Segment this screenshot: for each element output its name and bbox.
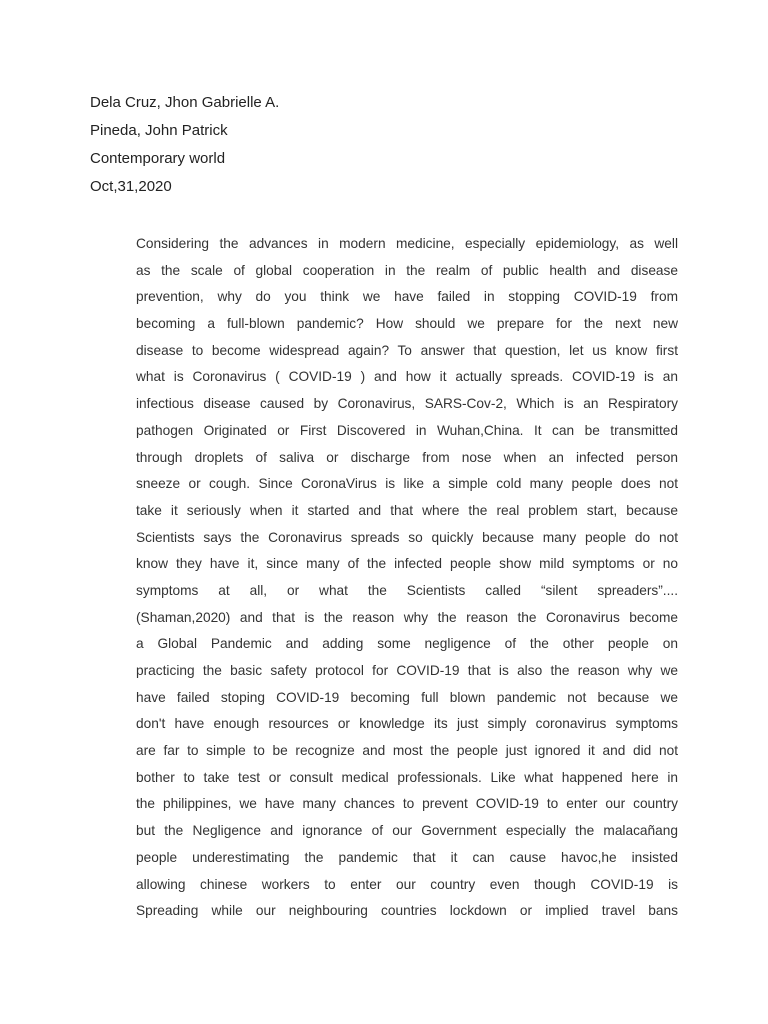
essay-line: people underestimating the pandemic that it can cause havoc,he insisted (136, 849, 678, 865)
essay-line: take it seriously when it started and that where the real problem start, because (136, 502, 678, 518)
essay-line: sneeze or cough. Since CoronaVirus is like a simple cold many people does not (136, 476, 678, 492)
author-name: Dela Cruz, Jhon Gabrielle A. (90, 94, 280, 111)
author-name: Pineda, John Patrick (90, 122, 228, 139)
essay-line: symptoms at all, or what the Scientists called “silent spreaders”.... (136, 582, 678, 598)
essay-line: Considering the advances in modern medicine, especially epidemiology, as well (136, 236, 678, 251)
essay-line: becoming a full-blown pandemic? How should we prepare for the next new (136, 316, 678, 332)
essay-line: pathogen Originated or First Discovered in Wuhan,China. It can be transmitted (136, 422, 678, 438)
essay-line: (Shaman,2020) and that is the reason why the reason the Coronavirus become (136, 609, 678, 625)
essay-line: but the Negligence and ignorance of our Government especially the malacañang (136, 823, 678, 839)
essay-line: prevention, why do you think we have failed in stopping COVID-19 from (136, 289, 678, 305)
essay-line: through droplets of saliva or discharge from nose when an infected person (136, 449, 678, 465)
essay-line: what is Coronavirus ( COVID-19 ) and how it actually spreads. COVID-19 is an (136, 369, 678, 385)
essay-line: as the scale of global cooperation in the realm of public health and disease (136, 262, 678, 278)
essay-line: know they have it, since many of the infected people show mild symptoms or no (136, 556, 678, 572)
essay-line: infectious disease caused by Coronavirus, SARS-Cov-2, Which is an Respiratory (136, 396, 678, 412)
document-header (90, 89, 690, 201)
essay-line: allowing chinese workers to enter our country even though COVID-19 is (136, 876, 678, 892)
essay-line: disease to become widespread again? To answer that question, let us know first (136, 342, 678, 358)
essay-line: Scientists says the Coronavirus spreads so quickly because many people do not (136, 529, 678, 545)
document-date: Oct,31,2020 (90, 178, 172, 195)
course-name: Contemporary world (90, 150, 226, 167)
essay-line: a Global Pandemic and adding some negligence of the other people on (136, 636, 678, 652)
essay-line: are far to simple to be recognize and most the people just ignored it and did not (136, 743, 678, 759)
essay-line: bother to take test or consult medical professionals. Like what happened here in (136, 769, 678, 785)
essay-line: the philippines, we have many chances to prevent COVID-19 to enter our country (136, 796, 678, 812)
essay-body (136, 231, 678, 925)
essay-line: have failed stoping COVID-19 becoming full blown pandemic not because we (136, 689, 678, 705)
essay-line: practicing the basic safety protocol for COVID-19 that is also the reason why we (136, 663, 678, 678)
essay-line: don't have enough resources or knowledge its just simply coronavirus symptoms (136, 716, 678, 732)
essay-line: Spreading while our neighbouring countries lockdown or implied travel bans (136, 903, 678, 919)
